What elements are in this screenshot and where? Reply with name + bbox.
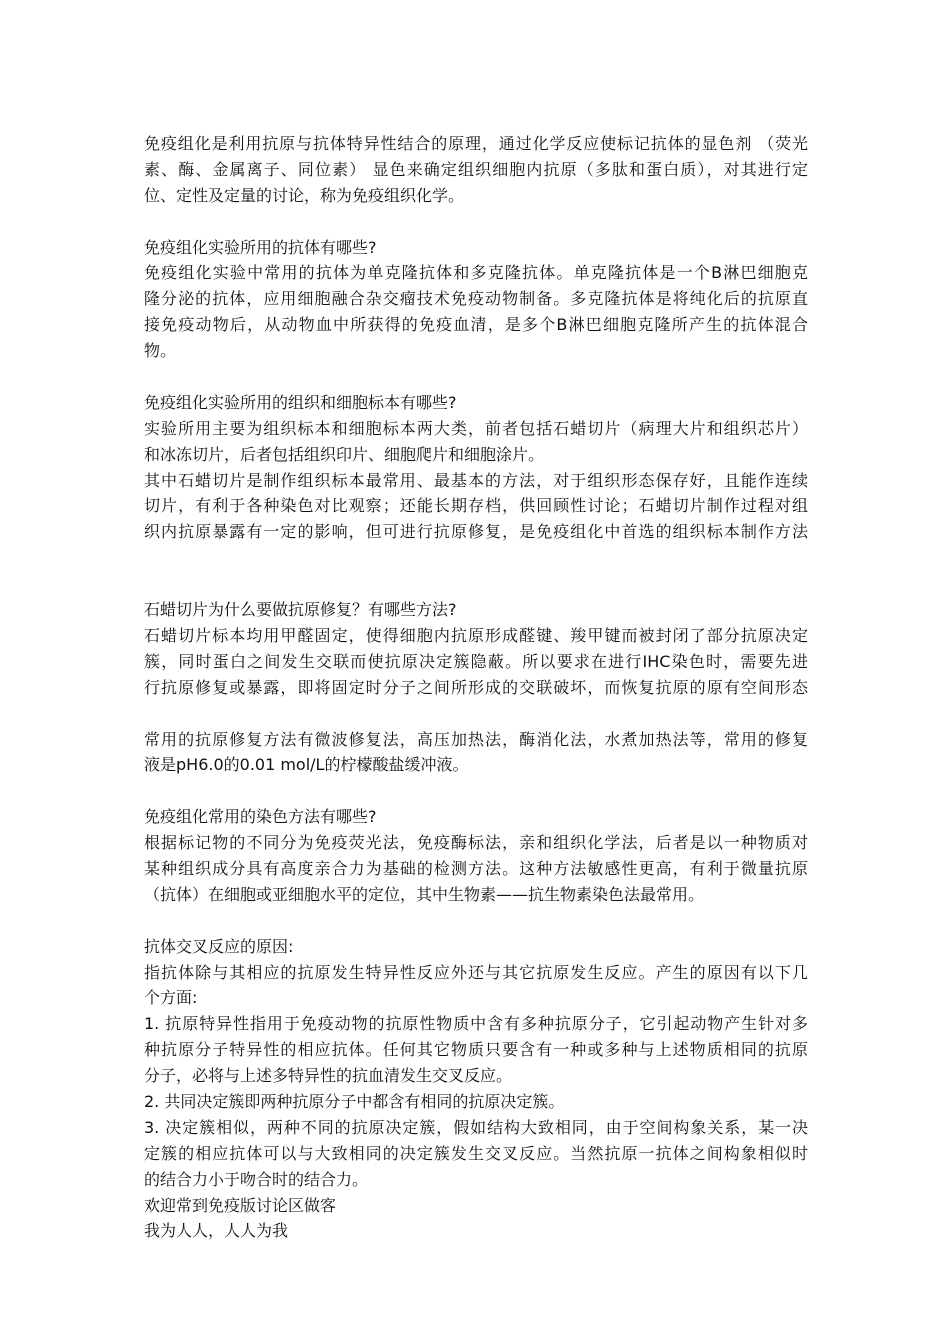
text-line: 素、酶、金属离子、同位素） 显色来确定组织细胞内抗原（多肽和蛋白质），对其进行定 [144,159,808,179]
document-body [144,131,808,1244]
section-staining-methods [144,804,808,908]
text-line: 的结合力小于吻合时的结合力。 [144,1169,369,1189]
text-line: 其中石蜡切片是制作组织标本最常用、最基本的方法，对于组织形态保存好，且能作连续 [144,470,808,490]
section-antigen-retrieval [144,597,808,778]
text-line: 行抗原修复或暴露，即将固定时分子之间所形成的交联破坏，而恢复抗原的原有空间形态 [144,677,808,697]
text-line: 接免疫动物后，从动物血中所获得的免疫血清，是多个B淋巴细胞克隆所产生的抗体混合 [144,315,808,335]
text-line: 织内抗原暴露有一定的影响，但可进行抗原修复，是免疫组化中首选的组织标本制作方法 [144,522,808,542]
spacer [144,364,808,390]
text-line: 2. 共同决定簇即两种抗原分子中都含有相同的抗原决定簇。 [144,1091,565,1111]
text-line: （抗体）在细胞或亚细胞水平的定位，其中生物素——抗生物素染色法最常用。 [144,884,705,904]
section-question: 免疫组化常用的染色方法有哪些? [144,807,377,827]
text-line: 免疫组化实验中常用的抗体为单克隆抗体和多克隆抗体。单克隆抗体是一个B淋巴细胞克 [144,263,808,283]
text-line: 免疫组化是利用抗原与抗体特异性结合的原理，通过化学反应使标记抗体的显色剂 （荧光 [144,134,808,153]
text-line: 某种组织成分具有高度亲合力为基础的检测方法。这种方法敏感性更高，有利于微量抗原 [144,858,808,878]
text-line: 簇，同时蛋白之间发生交联而使抗原决定簇隐蔽。所以要求在进行IHC染色时，需要先进 [144,651,808,671]
text-line: 分子，必将与上述多特异性的抗血清发生交叉反应。 [144,1066,513,1086]
text-line: 1. 抗原特异性指用于免疫动物的抗原性物质中含有多种抗原分子，它引起动物产生针对多 [144,1014,808,1034]
spacer [144,908,808,934]
text-line: 切片，有利于各种染色对比观察；还能长期存档，供回顾性讨论；石蜡切片制作过程对组 [144,496,808,516]
section-question: 抗体交叉反应的原因: [144,936,294,956]
section-cross-reaction [144,934,808,1193]
intro-paragraph [144,131,808,209]
section-question: 石蜡切片为什么要做抗原修复？有哪些方法? [144,600,457,620]
closing-line: 我为人人，人人为我 [144,1221,289,1241]
text-line: 指抗体除与其相应的抗原发生特异性反应外还与其它抗原发生反应。产生的原因有以下几 [144,962,808,982]
spacer [144,778,808,804]
text-line: 隆分泌的抗体，应用细胞融合杂交瘤技术免疫动物制备。多克隆抗体是将纯化后的抗原直 [144,289,808,309]
text-line: 种抗原分子特异性的相应抗体。任何其它物质只要含有一种或多种与上述物质相同的抗原 [144,1040,808,1060]
text-line: 3. 决定簇相似，两种不同的抗原决定簇，假如结构大致相同，由于空间构象关系，某一决 [144,1117,808,1137]
text-line: 常用的抗原修复方法有微波修复法，高压加热法，酶消化法，水煮加热法等，常用的修复 [144,729,808,749]
text-line: 物。 [144,341,177,361]
spacer [144,701,808,727]
closing-line: 欢迎常到免疫版讨论区做客 [144,1195,337,1215]
text-line: 根据标记物的不同分为免疫荧光法，免疫酶标法，亲和组织化学法，后者是以一种物质对 [144,833,808,853]
text-line: 位、定性及定量的讨论，称为免疫组织化学。 [144,185,465,205]
section-question: 免疫组化实验所用的组织和细胞标本有哪些? [144,392,457,412]
text-line: 定簇的相应抗体可以与大致相同的决定簇发生交叉反应。当然抗原一抗体之间构象相似时 [144,1143,808,1163]
section-antibodies [144,235,808,364]
text-line: 和冰冻切片，后者包括组织印片、细胞爬片和细胞涂片。 [144,444,545,464]
section-specimens [144,390,808,545]
section-question: 免疫组化实验所用的抗体有哪些? [144,237,377,257]
text-line: 液是pH6.0的0.01 mol/L的柠檬酸盐缓冲液。 [144,755,469,775]
text-line: 石蜡切片标本均用甲醛固定，使得细胞内抗原形成醛键、羧甲键而被封闭了部分抗原决定 [144,625,808,645]
closing-lines [144,1193,808,1245]
text-line: 个方面: [144,988,198,1008]
text-line: 实验所用主要为组织标本和细胞标本两大类，前者包括石蜡切片（病理大片和组织芯片） [144,418,808,438]
spacer [144,545,808,597]
spacer [144,209,808,235]
